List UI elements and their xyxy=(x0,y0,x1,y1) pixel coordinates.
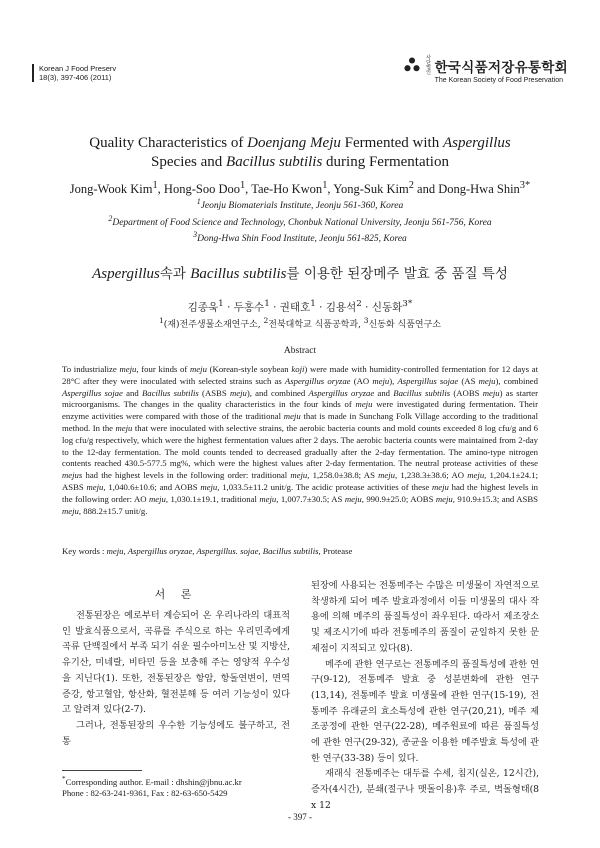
abstract-italic-term: meju xyxy=(190,364,207,374)
contact-phone-fax: Phone : 82-63-241-9361, Fax : 82-63-650-5429 xyxy=(62,787,228,798)
author-affiliation-mark: 1 xyxy=(310,299,316,309)
abstract-text: , 1,040.6±10.6; and AOBS xyxy=(103,481,201,492)
abstract-italic-term: Bacillus subtilis xyxy=(393,387,451,398)
abstract-text: , 1,204.1±24.1; ASBS xyxy=(62,470,538,492)
abstract-italic-term: meju xyxy=(435,493,453,504)
paragraph: 전통된장은 예로부터 계승되어 온 우리나라의 대표적인 발효식품으로서, 곡류를 주식으로 하는 우리민족에게 곡류 단백질에서 부족 되기 쉬운 필수아미노산 및 지방산, 유기산, 미네랄, 비타민 등을 보충해 주는 영양적 우수성을 지닌다(1). 또한, 전통된장은 항암, 항돌연변이, 면역증강, 항고혈압, 항산화, 혈전분해 등 여러 기능성이 있다고 알려져 있다(2-7). xyxy=(62,610,290,716)
paper-title: Quality Characteristics of Doenjang Meju Fermented with Aspergillus Species and Bacillus subtilis during Fermentation xyxy=(89,135,511,170)
abstract-italic-term: meju xyxy=(259,493,277,504)
abstract-italic-term: meju xyxy=(355,399,373,410)
author: Hong-Soo Doo xyxy=(163,182,240,197)
abstract-italic-term: koji xyxy=(291,364,305,374)
abstract-text: were investigated during fermentation. Their enzyme activities were compared with those of the traditional xyxy=(62,399,538,422)
korean-author: 김종욱 xyxy=(187,301,219,314)
abstract-text: , 888.2±15.7 unit/g. xyxy=(78,505,148,516)
abstract-text: ), combined xyxy=(495,375,538,386)
society-header xyxy=(403,56,568,84)
abstract-italic-term: meju xyxy=(115,422,133,433)
abstract-text: , 1,238.3±38.6; AO xyxy=(395,470,468,481)
journal-name: Korean J Food Preserv xyxy=(39,64,117,73)
author-affiliation-mark: 1 xyxy=(322,180,328,191)
korean-affiliation: 신동화 식품연구소 xyxy=(368,320,441,330)
abstract-italic-term: meju xyxy=(478,375,496,386)
affiliation-mark: 2 xyxy=(108,213,113,223)
affiliation xyxy=(0,229,600,246)
author: Yong-Suk Kim xyxy=(333,182,409,197)
abstract-italic-term: meju xyxy=(344,493,362,504)
abstract-text: , four kinds of xyxy=(136,364,191,374)
abstract-italic-term: meju xyxy=(378,470,395,481)
abstract-text: (AO xyxy=(350,375,373,386)
affiliation-text: Department of Food Science and Technology, Chonbuk National University, Jeonju 561-756, Korea xyxy=(112,217,492,228)
paragraph: 된장에 사용되는 전통메주는 수많은 미생물이 자연적으로 착생하게 되어 메주 발효과정에서 이들 미생물의 대사 작용에 의해 메주의 품질특성이 좌우된다. 따라서 제조장소 및 제조시기에 따라 전통메주의 품질이 균일하지 못한 문제점이 지적되고 있다(8). xyxy=(311,580,539,654)
affiliation xyxy=(0,213,600,230)
author-affiliation-mark: 2 xyxy=(408,180,414,191)
abstract-text: To industrialize xyxy=(62,364,120,374)
abstract-italic-term: meju xyxy=(229,387,247,398)
affiliation-mark: 1 xyxy=(196,197,201,206)
abstract-text: had the highest levels in the following order: traditional xyxy=(82,470,291,481)
abstract-text: and xyxy=(374,387,394,398)
abstract-text: , 1,033.5±11.2 unit/g. The acidic protease activities of these xyxy=(217,481,432,492)
abstract-text: had the highest levels in the following order: AO xyxy=(62,481,539,504)
abstract-italic-term: Aspergillus sojae xyxy=(397,375,459,386)
abstract-text: , 990.9±25.0; AOBS xyxy=(361,493,436,504)
affiliation xyxy=(0,196,600,213)
author-affiliation-mark: 3* xyxy=(519,180,531,191)
left-column xyxy=(62,608,290,749)
author-affiliation-mark: 1 xyxy=(264,299,270,309)
korean-title: Aspergillus속과 Bacillus subtilis를 이용한 된장메주 발효 중 품질 특성 xyxy=(92,266,508,282)
author-list: Jong-Wook Kim$^1$, Hong-Soo Doo$^1$, Tae-Ho Kwon$^1$, Yong-Suk Kim$^2$ and Dong-Hwa Shin$^{3*}$ xyxy=(69,180,531,197)
abstract-text: ), and combined xyxy=(246,387,309,398)
affiliation-mark: 3 xyxy=(363,316,369,325)
paragraph: 그러나, 전통된장의 우수한 기능성에도 불구하고, 전통 xyxy=(62,719,290,747)
korean-author-list: 김종욱$^1$ · 두홍수$^1$ · 권태호$^1$ · 김용석$^2$ · 신동화$^{3*}$ xyxy=(187,299,413,314)
abstract-text: that were inoculated with selective strains, the aerobic bacteria counts and mold counts exceeded 8 log cfu/g and 6 log cfu/g respectively, which were the highest fermentation values after 2 days. The aerobic bacteria counts were maintained from 2-day to the 12-day fermentation. The mold counts tended to decreased gradually after the 2-day fermentation. The amino-type nitrogen contents reached 430.5-577.5 mg%, which were the highest values after 2-day fermentation. The neutral protease activities of these xyxy=(62,422,538,469)
author-affiliation-mark: 1 xyxy=(239,180,246,191)
abstract-text: , 910.9±15.3; and ASBS xyxy=(452,493,538,504)
author-affiliation-mark: 2 xyxy=(356,299,362,309)
abstract-italic-term: Aspergillus oryzae xyxy=(284,375,351,386)
affiliation-mark: 1 xyxy=(159,316,164,325)
abstract-text: , 1,030.1±19.1, traditional xyxy=(165,493,260,504)
abstract-italic-term: meju xyxy=(467,470,485,481)
affiliation-text: Dong-Hwa Shin Food Institute, Jeonju 561-825, Korea xyxy=(197,234,407,245)
keywords-tail: Protease xyxy=(320,546,353,556)
abstract-text: (AS xyxy=(458,375,479,386)
korean-author: 권태호 xyxy=(279,301,311,314)
abstract-italic-term: mejus xyxy=(62,470,83,481)
right-column xyxy=(311,578,539,814)
abstract-text: (ASBS xyxy=(198,387,230,398)
keywords xyxy=(62,546,538,556)
author: Tae-Ho Kwon xyxy=(251,182,323,197)
abstract-italic-term: meju xyxy=(283,411,301,422)
abstract-text: that is made in Sunchang Folk Village according to the traditional method. In the xyxy=(62,411,538,433)
abstract-italic-term: Bacillus subtilis xyxy=(141,387,199,398)
abstract-italic-term: meju xyxy=(86,481,104,492)
affiliation-text: Jeonju Biomaterials Institute, Jeonju 561-360, Korea xyxy=(200,201,404,212)
footnote-rule xyxy=(62,770,142,771)
society-name-ko: 한국식품저장유통학회 xyxy=(434,60,568,76)
abstract-body xyxy=(62,364,538,517)
abstract-text: , 1,258.0±38.8; AS xyxy=(307,470,379,481)
abstract-italic-term: meju xyxy=(482,387,500,398)
paragraph: 재래식 전통메주는 대두를 수세, 침지(실온, 12시간), 증자(4시간), 분쇄(절구나 맷돌이용)후 주로, 벽돌형태(8 x 12 xyxy=(311,768,539,811)
abstract-italic-term: meju xyxy=(119,364,137,374)
journal-volume: 18(3), 397-406 (2011) xyxy=(39,73,112,82)
journal-citation xyxy=(32,64,116,82)
corresponding-author: Corresponding author. E-mail : dhshin@jbnu.ac.kr xyxy=(65,776,242,787)
affiliation-list xyxy=(0,196,600,246)
abstract-text: (Korean-style soybean xyxy=(206,364,292,374)
abstract-italic-term: Aspergillus sojae xyxy=(62,387,123,398)
abstract-italic-term: meju xyxy=(290,470,308,481)
author-affiliation-mark: 1 xyxy=(218,299,224,309)
society-logo-icon xyxy=(403,56,421,74)
abstract-text: (AOBS xyxy=(450,387,483,398)
section-heading-introduction: 서 론 xyxy=(154,588,198,601)
affiliation-mark: 3 xyxy=(193,230,198,240)
page-number: - 397 - xyxy=(288,812,312,822)
keywords-italic: meju, Aspergillus oryzae, Aspergillus. sojae, Bacillus subtilis, xyxy=(106,546,321,556)
korean-author: 신동화 xyxy=(371,301,403,314)
abstract-text: ), xyxy=(389,375,398,386)
korean-author: 김용석 xyxy=(325,301,357,314)
author: Jong-Wook Kim xyxy=(69,182,153,197)
abstract-heading: Abstract xyxy=(283,346,317,356)
abstract-italic-term: meju xyxy=(200,481,218,492)
abstract-text: and xyxy=(122,387,142,398)
abstract-italic-term: Aspergillus oryzae xyxy=(308,387,375,398)
paragraph: 메주에 관한 연구로는 전통메주의 품질특성에 관한 연구(9-12), 전통메주 발효 중 성분변화에 관한 연구(13,14), 전통메주 발효 미생물에 관한 연구(15-19), 전통메주 유래균의 효소특성에 관한 연구(20,21), 메주 제조공정에 관한 연구(22-28), 메주원료에 따른 품질특성에 관한 연구(29-32), 종균을 이용한 메주발효 특성에 관한 연구(33-38) 등이 있다. xyxy=(311,658,539,764)
korean-affiliation: (재)전주생물소재연구소, xyxy=(163,320,264,330)
author-affiliation-mark: 3* xyxy=(402,299,413,309)
abstract-italic-term: meju xyxy=(432,481,449,492)
abstract-italic-term: meju xyxy=(149,493,166,504)
society-name-en: The Korean Society of Food Preservation xyxy=(434,77,563,84)
abstract-italic-term: meju xyxy=(372,375,390,386)
abstract-text: ) as starter microorganisms. The changes in the quality characteristics in the four kinds of xyxy=(62,387,538,410)
society-type-label: 사단 법인 xyxy=(426,55,431,76)
keywords-label: Key words : xyxy=(62,546,107,556)
abstract-text: , 1,007.7±30.5; AS xyxy=(276,493,345,504)
abstract-italic-term: meju xyxy=(62,505,79,516)
abstract-text: ) were made with humidity-controlled fermentation for 12 days at 28°C after they were inoculated with selected strains such as xyxy=(62,364,538,386)
korean-affiliation: 전북대학교 식품공학과, xyxy=(268,320,364,330)
author-affiliation-mark: 1 xyxy=(152,180,158,191)
korean-author: 두홍수 xyxy=(233,301,265,314)
affiliation-mark: 2 xyxy=(263,316,269,325)
footnote: *Corresponding author. E-mail : dhshin@jbnu.ac.kr Phone : 82-63-241-9361, Fax : 82-63-650-5429 xyxy=(62,774,292,799)
korean-affiliation-list xyxy=(0,316,600,330)
author: Dong-Hwa Shin xyxy=(438,182,520,197)
